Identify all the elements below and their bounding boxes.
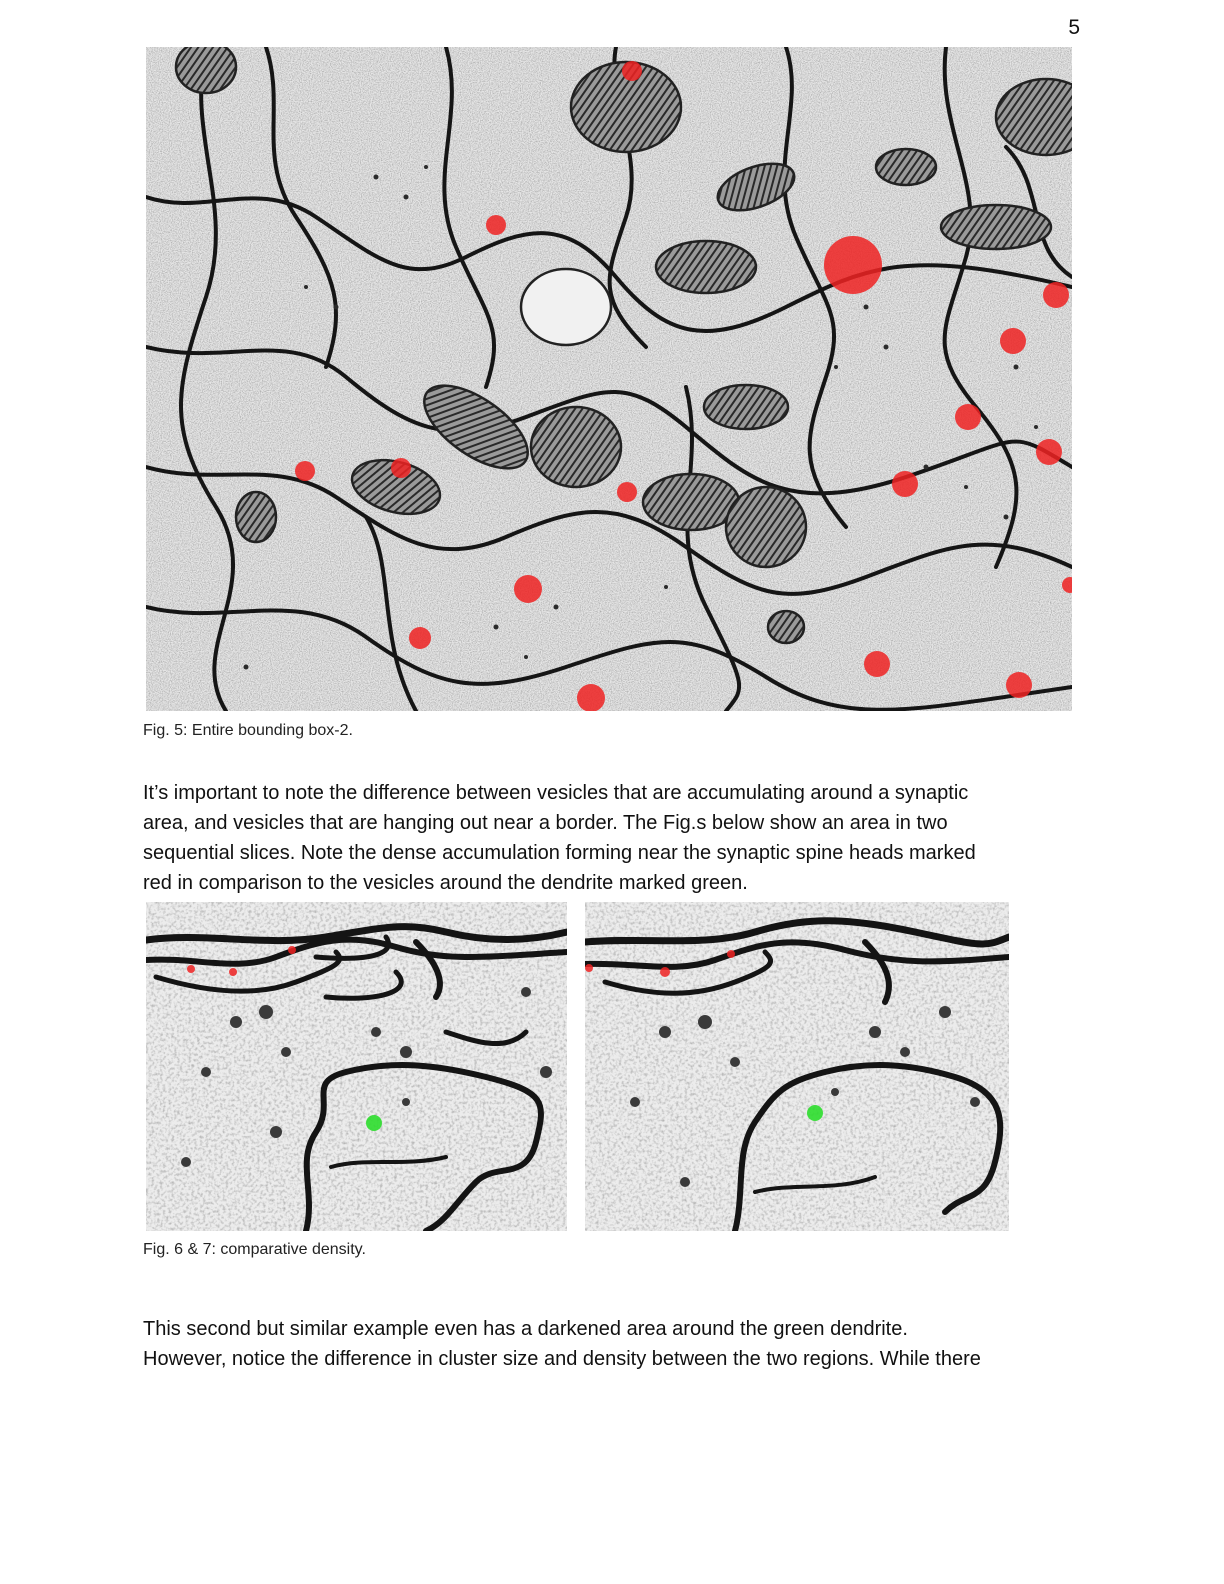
spine-marker-red	[229, 968, 237, 976]
red-marker	[622, 61, 642, 81]
red-marker	[577, 684, 605, 711]
red-marker	[864, 651, 890, 677]
body-paragraph-2	[143, 1314, 1083, 1374]
spine-marker-red	[187, 965, 195, 973]
red-marker	[1036, 439, 1062, 465]
fig7-svg	[585, 902, 1009, 1231]
spine-marker-red	[288, 946, 296, 954]
figure-5-caption: Fig. 5: Entire bounding box-2.	[143, 722, 353, 739]
dendrite-marker-green	[366, 1115, 382, 1131]
spine-marker-red	[727, 950, 735, 958]
em-micrograph-fig6	[146, 902, 567, 1231]
fig6-svg	[146, 902, 567, 1231]
red-marker	[514, 575, 542, 603]
red-marker	[1043, 282, 1069, 308]
red-marker	[824, 236, 882, 294]
paragraph-line: area, and vesicles that are hanging out near a border. The Fig.s below show an area in two	[143, 812, 948, 834]
fig5-svg	[146, 47, 1072, 711]
spine-marker-red	[660, 967, 670, 977]
red-marker	[892, 471, 918, 497]
figure-6-7-caption: Fig. 6 & 7: comparative density.	[143, 1241, 366, 1258]
paragraph-line: However, notice the difference in cluster size and density between the two regions. While there	[143, 1348, 981, 1370]
em-micrograph-fig5	[146, 47, 1072, 711]
spine-marker-red	[585, 964, 593, 972]
em-micrograph-fig7	[585, 902, 1009, 1231]
paragraph-line: It’s important to note the difference between vesicles that are accumulating around a synaptic	[143, 782, 969, 804]
red-marker	[486, 215, 506, 235]
paragraph-line: red in comparison to the vesicles around the dendrite marked green.	[143, 872, 748, 894]
body-paragraph-1	[143, 778, 1083, 898]
red-marker	[1000, 328, 1026, 354]
red-marker	[409, 627, 431, 649]
red-marker	[617, 482, 637, 502]
red-marker	[1006, 672, 1032, 698]
paragraph-line: sequential slices. Note the dense accumulation forming near the synaptic spine heads marked	[143, 842, 976, 864]
red-marker	[391, 458, 411, 478]
red-marker	[955, 404, 981, 430]
paragraph-line: This second but similar example even has a darkened area around the green dendrite.	[143, 1318, 908, 1340]
page-number: 5	[1068, 16, 1080, 39]
dendrite-marker-green	[807, 1105, 823, 1121]
red-marker	[295, 461, 315, 481]
